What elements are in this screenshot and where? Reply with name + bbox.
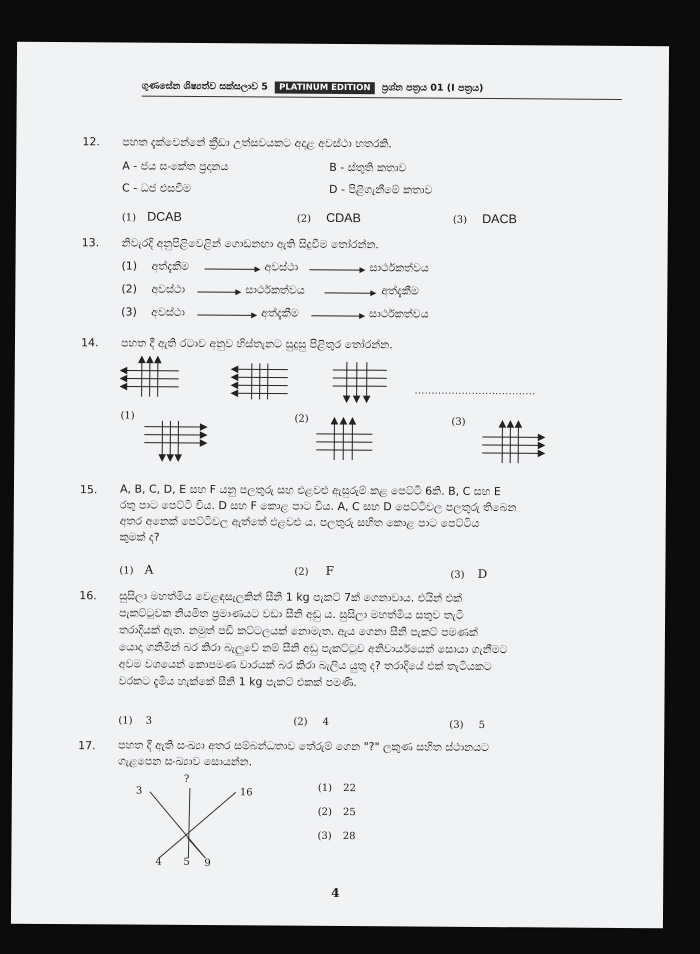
q12-item-c: C - ධජ එසවීම: [122, 181, 192, 195]
q13-row-1-b: අවස්ථා: [264, 260, 299, 274]
q17-option-3-label: (3): [317, 830, 332, 842]
q15-option-2-value: F: [325, 563, 335, 578]
q12-option-2-label: (2): [296, 213, 312, 225]
q14-option-3-grid-icon[interactable]: [482, 421, 544, 465]
q17-option-2[interactable]: [318, 800, 356, 819]
q15-option-1[interactable]: [119, 558, 153, 577]
q14-blank: ....................................: [414, 386, 536, 398]
q12-text: පහත දැක්වෙන්නේ ක්‍රීඩා උත්සවයකට අදාළ අවස්ථා හතරකි.: [122, 135, 392, 151]
q16-option-2[interactable]: [293, 710, 329, 729]
q15-option-3-value: D: [477, 566, 488, 582]
arrow-right-icon: [197, 289, 241, 295]
arrow-right-icon: [204, 266, 260, 272]
q13-row-1-c: සාර්ථකත්වය: [369, 261, 429, 275]
q17-option-2-value: 25: [342, 807, 356, 819]
q13-row-1[interactable]: [121, 259, 429, 275]
q15-line-4: කුමක් ද?: [119, 530, 160, 544]
q15-option-2-label: (2): [294, 566, 309, 578]
q12-item-d: D - පිළිගැනීමේ කතාව: [329, 182, 433, 197]
page-header: [142, 81, 622, 95]
q17-number: 17.: [78, 739, 96, 753]
q17-option-3[interactable]: [318, 824, 356, 843]
diagram-top: ?: [183, 773, 190, 785]
q16-option-3-label: (3): [449, 719, 464, 731]
q17-line-1: පහත දී ඇති සංඛ්‍යා අතර සම්බන්ධතාව තේරුම් ගෙන "?" ලකුණ සහිත ස්ථානයට: [118, 738, 489, 755]
q13-row-2-a: අවස්ථා: [151, 282, 186, 296]
q14-option-3-label[interactable]: (3): [451, 416, 466, 428]
q17-text: [118, 737, 614, 772]
page-number: 4: [331, 885, 340, 901]
exam-page: [11, 42, 669, 929]
q16-number: 16.: [79, 589, 97, 603]
diagram-bottom-mid: 5: [183, 856, 190, 868]
q13-row-3[interactable]: [121, 305, 429, 321]
q15-line-1: A, B, C, D, E සහ F යනු පලතුරු සහ එළවළු ඇසුරුම් කළ පෙට්ටි 6කි. B, C සහ E: [119, 482, 501, 499]
edition-badge: PLATINUM EDITION: [275, 82, 374, 95]
q13-number: 13.: [81, 236, 100, 250]
q16-line-4: යොදා ගනිමින් බර කිරා බැලුවේ නම් සීනි අඩු පැකට්ටුව අනිවාර්යයෙන් සොයා ගැනීමට: [118, 640, 508, 657]
q15-option-2[interactable]: [294, 560, 334, 579]
q16-line-3: තරාදියක් ඇත. නමුත් පඩි කට්ටලයක් නොමැත. ඇය ගෙනා සීනි පැකට් පමණක්: [118, 623, 478, 639]
q14-option-2-label[interactable]: (2): [294, 413, 309, 425]
q14-option-2-grid-icon[interactable]: [316, 418, 372, 462]
arrow-right-icon: [311, 313, 365, 319]
q16-line-1: සුසිලා මහත්මිය වෙළඳසැලකින් සීනි 1 kg පැකට් 7ක් ගෙනාවාය. එයින් එක්: [119, 589, 463, 605]
q15-option-1-value: A: [144, 562, 154, 577]
q13-row-2-b: සාර්ථකත්වය: [245, 283, 305, 297]
q12-option-2[interactable]: [297, 207, 361, 226]
q17-option-1[interactable]: [318, 776, 356, 795]
q13-text: නිවැරදි අනුපිළිවෙළින් ගොඩනඟා ඇති සිදුවීම තෝරන්න.: [121, 236, 379, 252]
paper-title: ප්‍රශ්න පත්‍රය 01 (I පත්‍රය): [381, 82, 484, 94]
q14-option-1-grid-icon[interactable]: [144, 419, 206, 461]
q16-option-3[interactable]: [449, 713, 485, 732]
q16-line-6: වරකට දැමිය හැක්කේ සීනි 1 kg පැකට් එකක් පමණි.: [118, 674, 357, 690]
q12-number: 12.: [82, 135, 100, 149]
q12-option-3-label: (3): [452, 214, 468, 226]
q16-text: [119, 587, 616, 692]
q15-option-1-label: (1): [119, 565, 134, 577]
q13-row-2-c: අත්දැකීම: [381, 284, 419, 298]
pattern-grid-3-icon: [333, 360, 387, 402]
q16-option-1-label: (1): [118, 715, 133, 727]
q13-row-3-label: (3): [121, 305, 137, 319]
q13-row-3-c: සාර්ථකත්වය: [369, 307, 429, 321]
q12-item-a: A - ජය සංකේත ප්‍රදානය: [122, 159, 229, 174]
q13-row-2-label: (2): [121, 282, 138, 296]
pattern-grid-2-icon: [232, 361, 290, 401]
q16-option-2-label: (2): [293, 716, 308, 728]
q15-option-3-label: (3): [450, 569, 465, 581]
q13-row-3-a: අවස්ථා: [151, 305, 185, 319]
diagram-top-left: 3: [135, 785, 143, 797]
q16-option-1-value: 3: [145, 715, 153, 727]
q13-row-1-a: අත්දැකීම: [151, 259, 190, 273]
q12-option-1-label: (1): [121, 212, 137, 224]
q16-line-5: අවම වශයෙන් කොපමණ වාරයක් බර කිරා බැලිය යුතු ද? තරාදියේ එක් තැටියකට: [118, 657, 492, 674]
header-divider: [142, 96, 622, 100]
q13-row-3-b: අත්දැකීම: [261, 306, 299, 320]
q16-option-2-value: 4: [322, 716, 330, 728]
book-title: ගුණසේන ශිෂ්‍යත්ව සක්සලාව 5: [141, 80, 268, 93]
q17-option-3-value: 28: [342, 831, 356, 843]
q15-line-2: රතු පාට පෙට්ටි විය. D සහ F කොළ පාට විය. A, C සහ D පෙට්ටිවල පලතුරු තිබෙන: [119, 498, 517, 515]
q17-line-2: ගැළපෙන සංඛ්‍යාව සොයන්න.: [118, 754, 253, 769]
q15-number: 15.: [79, 483, 98, 497]
q15-text: [120, 481, 616, 548]
arrow-right-icon: [324, 290, 376, 296]
q12-option-1-value: DCAB: [147, 209, 182, 224]
q17-option-1-value: 22: [343, 783, 356, 795]
q17-option-2-label: (2): [317, 806, 332, 818]
arrow-right-icon: [309, 267, 365, 273]
q16-line-2: පැකට්ටුවක නියමිත ප්‍රමාණයට වඩා සීනි අඩු ය. සුසිලා මහත්මිය සතුව තැටි: [119, 606, 464, 622]
diagram-top-right: 16: [239, 787, 253, 799]
q12-item-b: B - ස්තුති කතාව: [329, 160, 407, 175]
q12-option-1[interactable]: [122, 205, 182, 224]
q15-option-3[interactable]: [450, 563, 487, 582]
diagram-bottom-right: 9: [204, 858, 211, 870]
q17-option-1-label: (1): [317, 782, 333, 794]
q13-row-1-label: (1): [121, 259, 138, 273]
q16-option-3-value: 5: [478, 719, 486, 732]
q16-option-1[interactable]: [118, 708, 152, 727]
diagram-bottom-left: 4: [155, 856, 162, 868]
pattern-grid-1-icon: [121, 356, 181, 398]
arrow-right-icon: [197, 312, 257, 318]
q14-text: පහත දී ඇති රටාව අනුව හිස්තැනට සුදුසු පිළිතුර තෝරන්න.: [120, 336, 393, 352]
q14-number: 14.: [80, 336, 99, 350]
q14-option-1-label[interactable]: (1): [120, 410, 135, 422]
q12-option-2-value: CDAB: [326, 210, 361, 226]
q13-row-2[interactable]: [121, 282, 419, 298]
q12-option-3[interactable]: [453, 208, 517, 227]
q12-option-3-value: DACB: [482, 211, 517, 227]
q15-line-3: අතර අනෙක් පෙට්ටිවල ඇත්තේ එළවළු ය. පලතුරු සහිත කොළ පාට පෙට්ටිය: [119, 514, 480, 530]
